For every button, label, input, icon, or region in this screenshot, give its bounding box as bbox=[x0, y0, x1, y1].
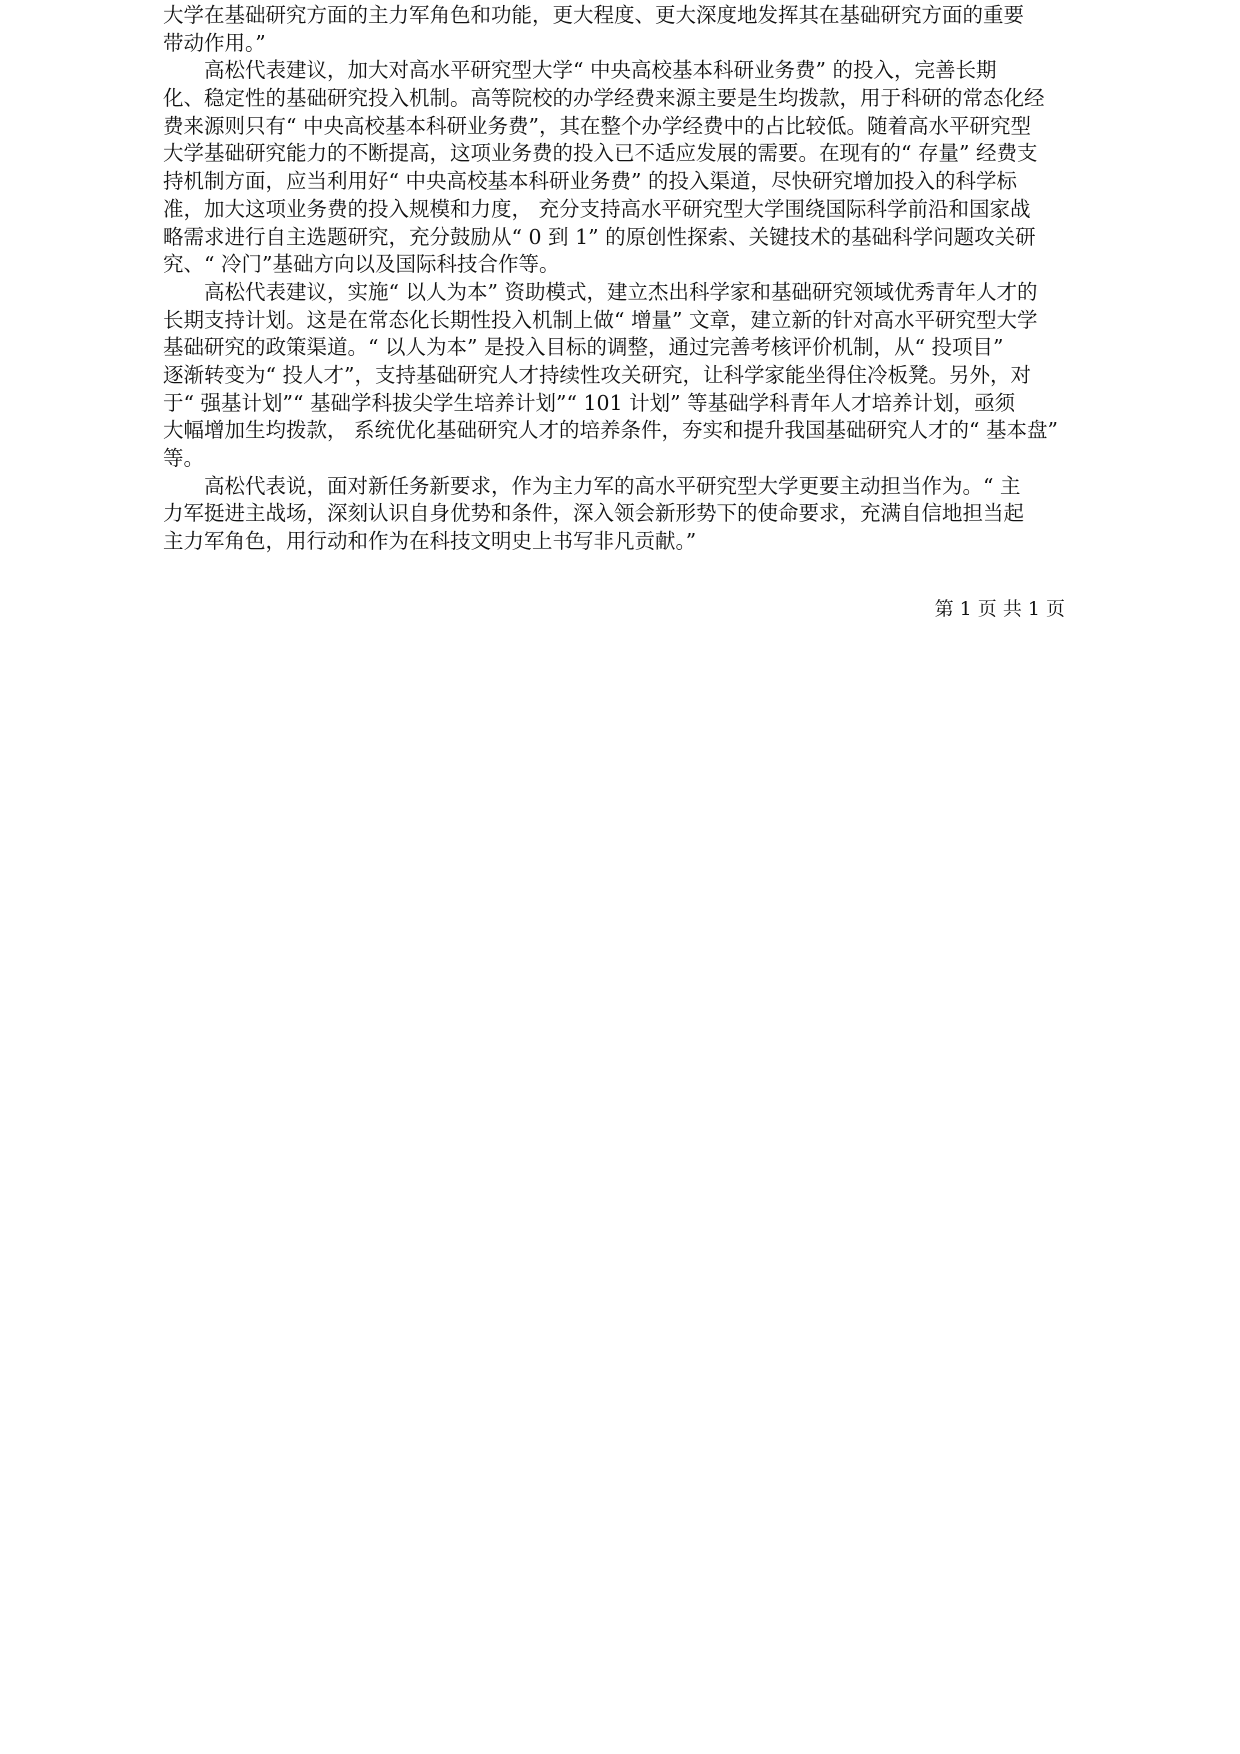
text-line: 高松代表建议，加大对高水平研究型大学“ 中央高校基本科研业务费” 的投入，完善长期 bbox=[163, 58, 997, 83]
text-line: 高松代表建议，实施“ 以人为本” 资助模式，建立杰出科学家和基础研究领域优秀青年人才的 bbox=[163, 279, 1038, 304]
text-line: 带动作用。” bbox=[163, 30, 266, 55]
page-number-footer: 第 1 页 共 1 页 bbox=[934, 598, 1065, 620]
text-line: 大幅增加生均拨款， 系统优化基础研究人才的培养条件，夯实和提升我国基础研究人才的“ 基本盘” bbox=[163, 418, 1058, 443]
text-line: 等。 bbox=[163, 446, 204, 470]
text-line: 准，加大这项业务费的投入规模和力度， 充分支持高水平研究型大学围绕国际科学前沿和国家战 bbox=[163, 196, 1031, 221]
text-line: 逐渐转变为“ 投人才”，支持基础研究人才持续性攻关研究，让科学家能坐得住冷板凳。另外，对 bbox=[163, 362, 1031, 387]
text-line: 于“ 强基计划”“ 基础学科拔尖学生培养计划”“ 101 计划” 等基础学科青年人才培养计划，亟须 bbox=[163, 390, 1016, 415]
text-line: 大学基础研究能力的不断提高，这项业务费的投入已不适应发展的需要。在现有的“ 存量” 经费支 bbox=[163, 141, 1038, 166]
text-line: 究、“ 冷门”基础方向以及国际科技合作等。 bbox=[163, 252, 560, 277]
text-line: 持机制方面，应当利用好“ 中央高校基本科研业务费” 的投入渠道，尽快研究增加投入的科学标 bbox=[163, 169, 1017, 194]
text-line: 化、稳定性的基础研究投入机制。高等院校的办学经费来源主要是生均拨款，用于科研的常态化经 bbox=[163, 86, 1045, 111]
text-line: 长期支持计划。这是在常态化长期性投入机制上做“ 增量” 文章，建立新的针对高水平研究型大学 bbox=[163, 307, 1038, 332]
text-line: 费来源则只有“ 中央高校基本科研业务费”，其在整个办学经费中的占比较低。随着高水平研究型 bbox=[163, 113, 1031, 138]
text-line: 大学在基础研究方面的主力军角色和功能，更大程度、更大深度地发挥其在基础研究方面的重要 bbox=[163, 3, 1024, 27]
text-line: 高松代表说，面对新任务新要求，作为主力军的高水平研究型大学更要主动担当作为。“ 主 bbox=[163, 473, 1021, 498]
text-line: 主力军角色，用行动和作为在科技文明史上书写非凡贡献。” bbox=[163, 529, 697, 554]
text-line: 基础研究的政策渠道。“ 以人为本” 是投入目标的调整，通过完善考核评价机制，从“ 投项目” bbox=[163, 335, 1004, 360]
text-line: 力军挺进主战场，深刻认识自身优势和条件，深入领会新形势下的使命要求，充满自信地担当起 bbox=[163, 501, 1024, 526]
text-line: 略需求进行自主选题研究，充分鼓励从“ 0 到 1” 的原创性探索、关键技术的基础科学问题攻关研 bbox=[163, 224, 1036, 249]
article-body bbox=[163, 2, 1088, 556]
